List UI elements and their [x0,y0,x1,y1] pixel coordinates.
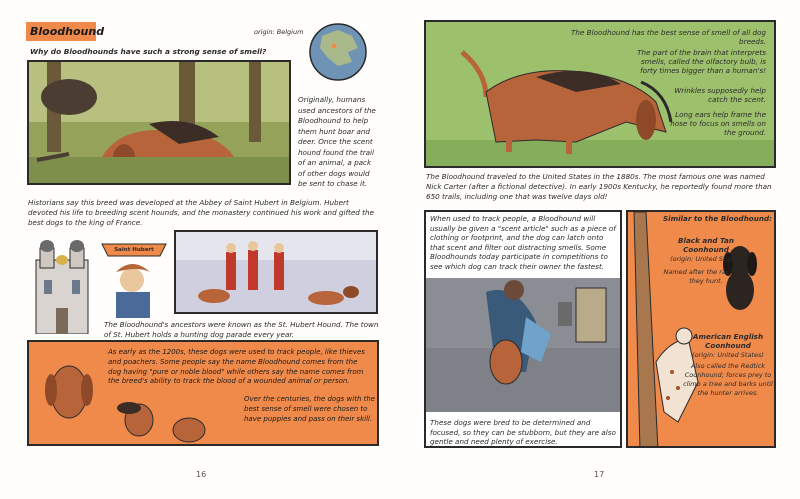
page-number-right: 17 [594,470,605,479]
centuries-text: Over the centuries, the dogs with the best sense of smell were chosen to have puppies and pass on their skill. [244,395,376,423]
nick-carter-text: The Bloodhound traveled to the United States in the 1880s. The most famous one was named Nick Carter (after a fictional detective). In early 1900s Kentucky, he reportedly found more than 650 trails, including one that was twelve days old! [426,172,772,201]
smell-intro-text: The Bloodhound has the best sense of smell of all dog breeds. [571,28,766,46]
ears-text: Long ears help frame the nose to focus on smells on the ground. [670,110,766,137]
name-origin-text: As early as the 1200s, these dogs were used to track people, like thieves and poachers. Some people say the name Bloodhound comes from the dog having "pure or noble blood" while others say the name comes from the breed's ability to track the blood of a wounded animal or person. [108,348,365,386]
page-number-left: 16 [196,470,207,479]
globe-illustration [308,22,368,82]
saint-hubert-portrait [98,238,170,318]
temperament-text: These dogs were bred to be determined and focused, so they can be stubborn, but they are also gentle and need plenty of exercise. [430,418,616,446]
olfactory-text: The part of the brain that interprets smells, called the olfactory bulb, is forty times bigger than a human's! [637,48,766,75]
st-hubert-text: The Bloodhound's ancestors were known as the St. Hubert Hound. The town of St. Hubert holds a hunting dog parade every year. [104,320,379,339]
similar-title: Similar to the Bloodhound: [662,214,772,223]
right-page [400,0,800,499]
breed1-description: Named after the raccoons they hunt. [663,268,749,285]
breed-title: Bloodhound [30,25,105,38]
breed2-description: Also called the Redtick Coonhound; forces prey to climb a tree and barks until the hunter arrives. [683,362,773,397]
breed2-origin: (origin: United States) [692,351,764,359]
breed2-name: American English Coonhound [692,332,764,350]
breed1-name: Black and Tan Coonhound [678,236,734,254]
breed-title-box [26,22,105,41]
breed1-origin: (origin: United States) [670,255,742,263]
origin-story-text: Originally, humans used ancestors of the Bloodhound to help them hunt boar and deer. Once the scent hound found the trail of an animal, a pack of other dogs would be sent to chase it. [298,95,376,188]
origin-label: origin: Belgium [254,28,304,36]
wrinkles-text: Wrinkles supposedly help catch the scent. [674,86,766,104]
forest-hunt-panel [27,60,291,185]
parade-panel [174,230,378,314]
history-text: Historians say this breed was developed at the Abbey of Saint Hubert in Belgium. Hubert devoted his life to breeding scent hounds, and the monastery continued his work and gifted the best dogs to the king of France. [28,198,374,227]
abbey-illustration [30,230,94,334]
tracking-text: When used to track people, a Bloodhound will usually be given a "scent article" such as a piece of clothing or footprint, and the dog can latch onto that scent and filter out distracting smells. Some Bloodhounds today participate in competitions to see which dog can track their owner the fastest. [430,214,616,271]
saint-hubert-banner: Saint Hubert [114,247,154,253]
question-heading: Why do Bloodhounds have such a strong sense of smell? [30,47,267,56]
